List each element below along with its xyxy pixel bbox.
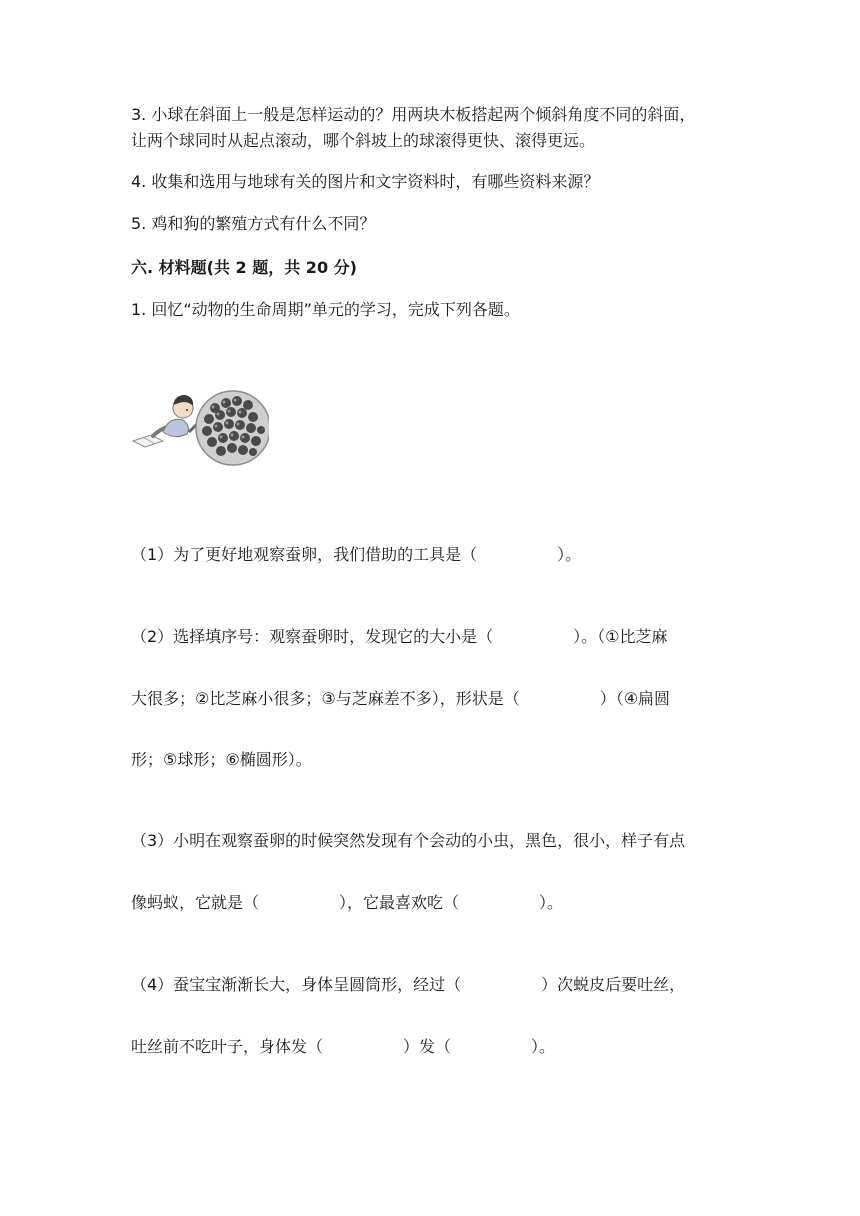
sub-question-2-line-2: 大很多；②比芝麻小很多；③与芝麻差不多），形状是（ ）（④扁圆 (131, 689, 671, 708)
sub-question-1: （1）为了更好地观察蚕卵，我们借助的工具是（ ）。 (131, 545, 582, 564)
sub-question-3-line-1: （3）小明在观察蚕卵的时候突然发现有个会动的小虫，黑色，很小，样子有点 (131, 831, 686, 850)
sub-question-2-line-3: 形；⑤球形；⑥椭圆形）。 (131, 750, 312, 769)
question-5: 5. 鸡和狗的繁殖方式有什么不同？ (131, 214, 376, 233)
silkworm-eggs-magnifier-illustration (129, 388, 269, 478)
section-heading: 六. 材料题(共 2 题，共 20 分) (131, 258, 357, 277)
question-3-line-1: 3. 小球在斜面上一般是怎样运动的？用两块木板搭起两个倾斜角度不同的斜面， (131, 105, 696, 124)
sub-question-3-line-2: 像蚂蚁，它就是（ ），它最喜欢吃（ ）。 (131, 893, 564, 912)
question-3-line-2: 让两个球同时从起点滚动，哪个斜坡上的球滚得更快、滚得更远。 (131, 131, 596, 150)
sub-question-4-line-2: 吐丝前不吃叶子，身体发（ ）发（ ）。 (131, 1037, 556, 1056)
question-4: 4. 收集和选用与地球有关的图片和文字资料时，有哪些资料来源？ (131, 172, 600, 191)
material-question-1-intro: 1. 回忆“动物的生命周期”单元的学习，完成下列各题。 (131, 300, 520, 319)
sub-question-2-line-1: （2）选择填序号：观察蚕卵时，发现它的大小是（ ）。（①比芝麻 (131, 627, 668, 646)
sub-question-4-line-1: （4）蚕宝宝渐渐长大，身体呈圆筒形，经过（ ）次蜕皮后要吐丝， (131, 975, 686, 994)
